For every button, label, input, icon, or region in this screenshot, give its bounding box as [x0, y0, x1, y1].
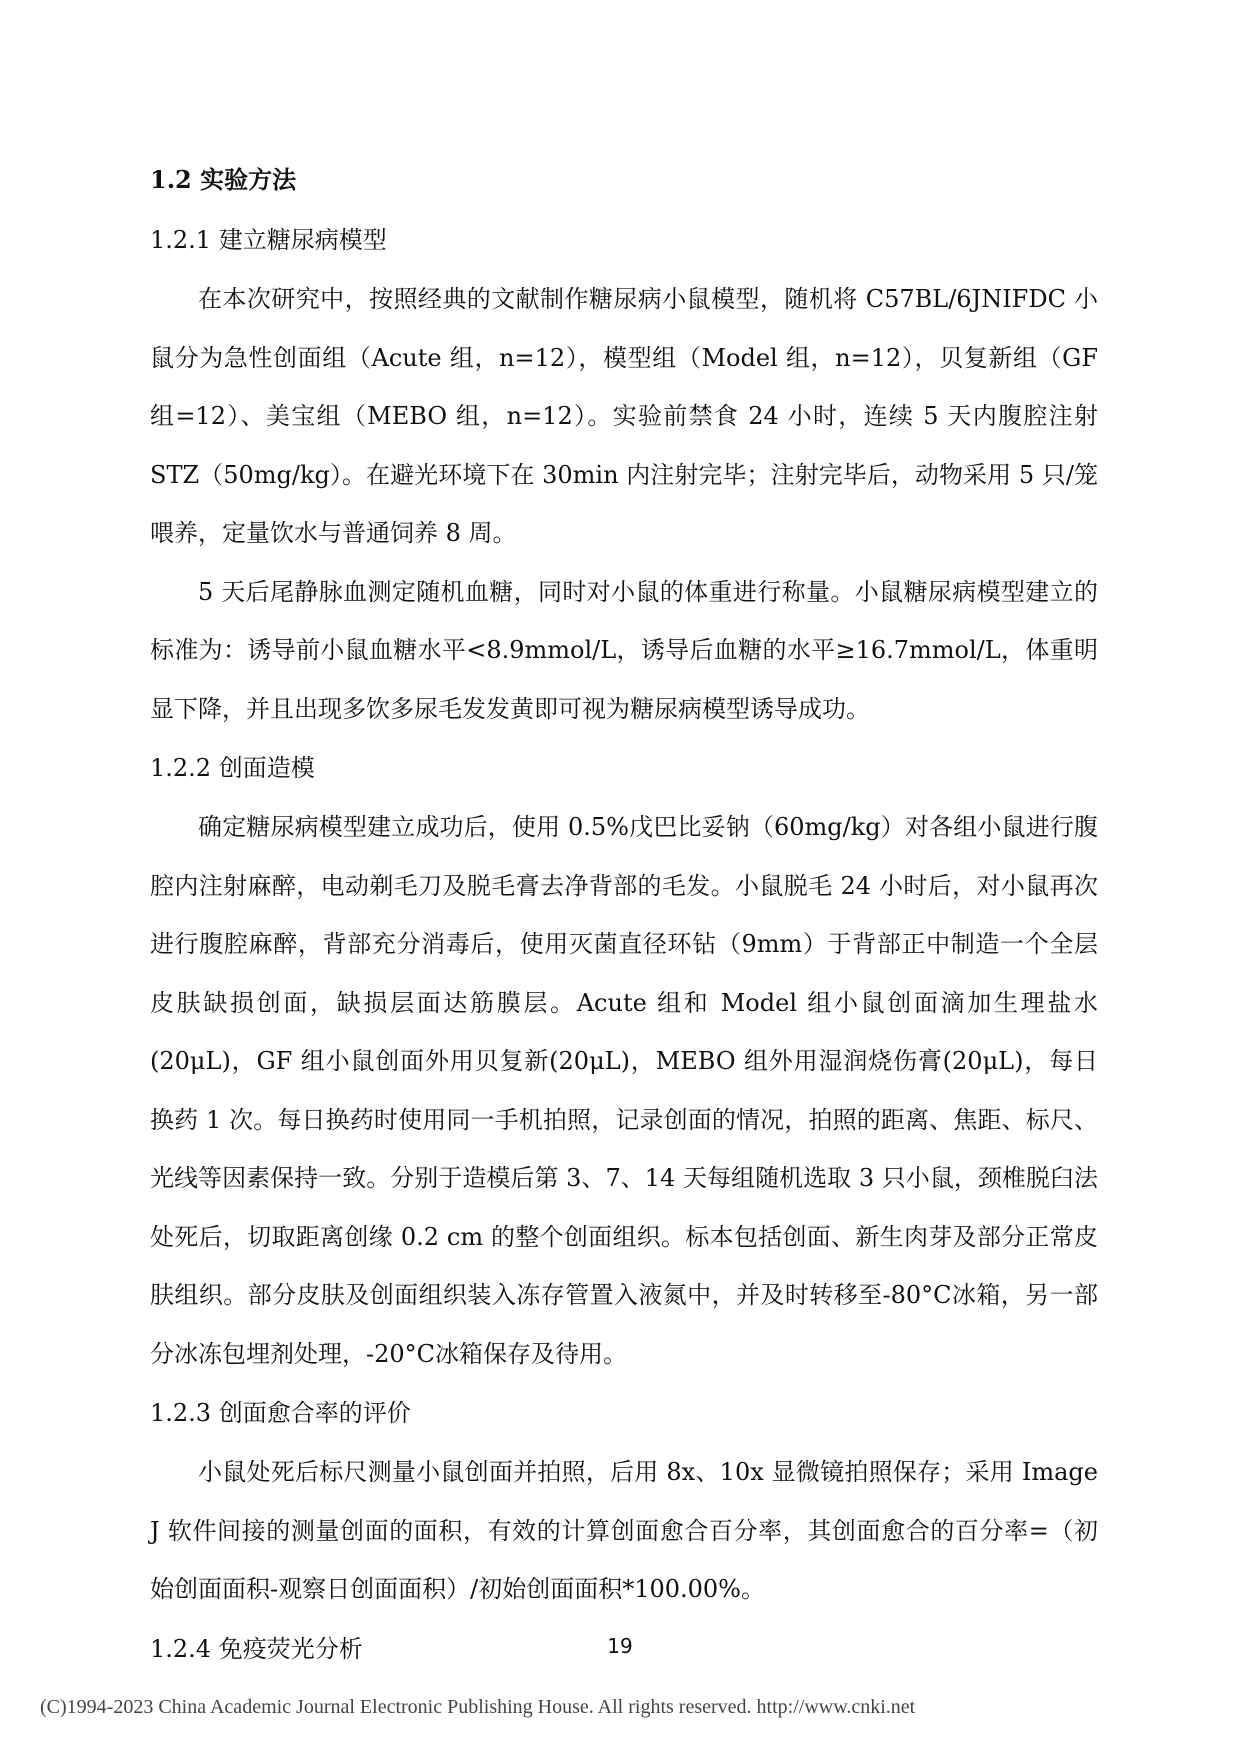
- page-number: 19: [607, 1634, 633, 1658]
- paragraph-model-setup: 在本次研究中，按照经典的文献制作糖尿病小鼠模型，随机将 C57BL/6JNIFDC 小鼠分为急性创面组（Acute 组，n=12），模型组（Model 组，n=12），贝复新组（GF 组=12）、美宝组（MEBO 组，n=12）。实验前禁食 24 小时，连续 5 天内腹腔注射 STZ（50mg/kg）。在避光环境下在 30min 内注射完毕；注射完毕后，动物采用 5 只/笼喂养，定量饮水与普通饲养 8 周。: [150, 285, 1098, 547]
- section-heading-1-2-1: 1.2.1 建立糖尿病模型: [150, 226, 387, 254]
- copyright-footer: (C)1994-2023 China Academic Journal Electronic Publishing House. All rights reserved. http://www.cnki.net: [40, 1696, 916, 1718]
- paragraph-model-criteria: 5 天后尾静脉血测定随机血糖，同时对小鼠的体重进行称量。小鼠糖尿病模型建立的标准为：诱导前小鼠血糖水平<8.9mmol/L，诱导后血糖的水平≥16.7mmol/L，体重明显下降，并且出现多饮多尿毛发发黄即可视为糖尿病模型诱导成功。: [150, 577, 1098, 723]
- paragraph-healing-rate: 小鼠处死后标尺测量小鼠创面并拍照，后用 8x、10x 显微镜拍照保存；采用 Image J 软件间接的测量创面的面积，有效的计算创面愈合百分率，其创面愈合的百分率=（初始创面面积-观察日创面面积）/初始创面面积*100.00%。: [150, 1458, 1098, 1603]
- section-heading-1-2-4: 1.2.4 免疫荧光分析: [150, 1634, 363, 1663]
- section-heading-1-2-2: 1.2.2 创面造模: [150, 754, 315, 782]
- section-heading-1-2: 1.2 实验方法: [150, 165, 297, 194]
- paragraph-wound-model: 确定糖尿病模型建立成功后，使用 0.5%戊巴比妥钠（60mg/kg）对各组小鼠进行腹腔内注射麻醉，电动剃毛刀及脱毛膏去净背部的毛发。小鼠脱毛 24 小时后，对小鼠再次进行腹腔麻醉，背部充分消毒后，使用灭菌直径环钻（9mm）于背部正中制造一个全层皮肤缺损创面，缺损层面达筋膜层。Acute 组和 Model 组小鼠创面滴加生理盐水(20μL)，GF 组小鼠创面外用贝复新(20μL)，MEBO 组外用湿润烧伤膏(20μL)，每日换药 1 次。每日换药时使用同一手机拍照，记录创面的情况，拍照的距离、焦距、标尺、光线等因素保持一致。分别于造模后第 3、7、14 天每组随机选取 3 只小鼠，颈椎脱臼法处死后，切取距离创缘 0.2 cm 的整个创面组织。标本包括创面、新生肉芽及部分正常皮肤组织。部分皮肤及创面组织装入冻存管置入液氮中，并及时转移至-80°C冰箱，另一部分冰冻包埋剂处理，-20°C冰箱保存及待用。: [150, 813, 1098, 1368]
- section-heading-1-2-3: 1.2.3 创面愈合率的评价: [150, 1399, 411, 1427]
- document-body: [150, 150, 1098, 1679]
